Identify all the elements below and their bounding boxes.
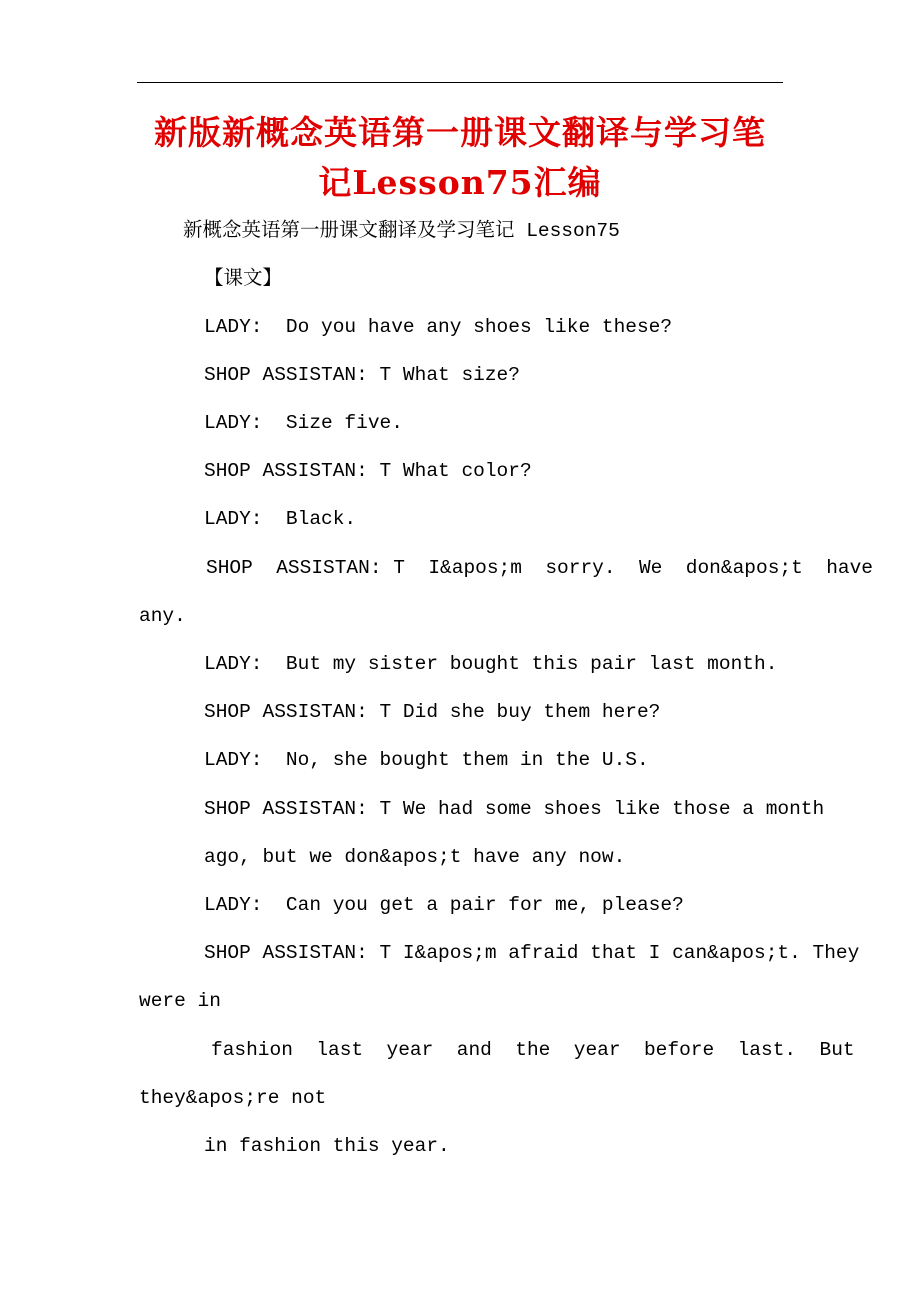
top-divider xyxy=(137,82,783,83)
text-line: they&apos;re not xyxy=(139,1087,327,1109)
text-line: LADY: Can you get a pair for me, please? xyxy=(204,894,684,916)
text-line: SHOP ASSISTAN: T What size? xyxy=(204,364,520,386)
text-line: were in xyxy=(139,990,221,1012)
text-line: SHOP ASSISTAN: T What color? xyxy=(204,460,532,482)
text-line: LADY: Do you have any shoes like these? xyxy=(204,316,673,338)
text-line: LADY: No, she bought them in the U.S. xyxy=(204,749,649,771)
text-line: fashion last year and the year before last. But xyxy=(211,1039,855,1061)
text-line: in fashion this year. xyxy=(204,1135,450,1157)
text-line: LADY: But my sister bought this pair last month. xyxy=(204,653,778,675)
text-line: LADY: Size five. xyxy=(204,412,403,434)
document-subtitle: 新概念英语第一册课文翻译及学习笔记 Lesson75 xyxy=(183,220,620,242)
title-line-2: 记Lesson75汇编 xyxy=(318,163,602,202)
text-line: LADY: Black. xyxy=(204,508,357,530)
text-line: SHOP ASSISTAN: T I&apos;m sorry. We don&apos;t have xyxy=(206,557,874,579)
text-line: SHOP ASSISTAN: T Did she buy them here? xyxy=(204,701,661,723)
section-label: 【课文】 xyxy=(204,268,283,290)
text-line: SHOP ASSISTAN: T I&apos;m afraid that I can&apos;t. They xyxy=(204,942,860,964)
text-line: any. xyxy=(139,605,186,627)
document-title xyxy=(137,108,783,208)
text-line: SHOP ASSISTAN: T We had some shoes like those a month xyxy=(204,798,825,820)
title-line-1: 新版新概念英语第一册课文翻译与学习笔 xyxy=(154,113,766,152)
text-line: ago, but we don&apos;t have any now. xyxy=(204,846,626,868)
